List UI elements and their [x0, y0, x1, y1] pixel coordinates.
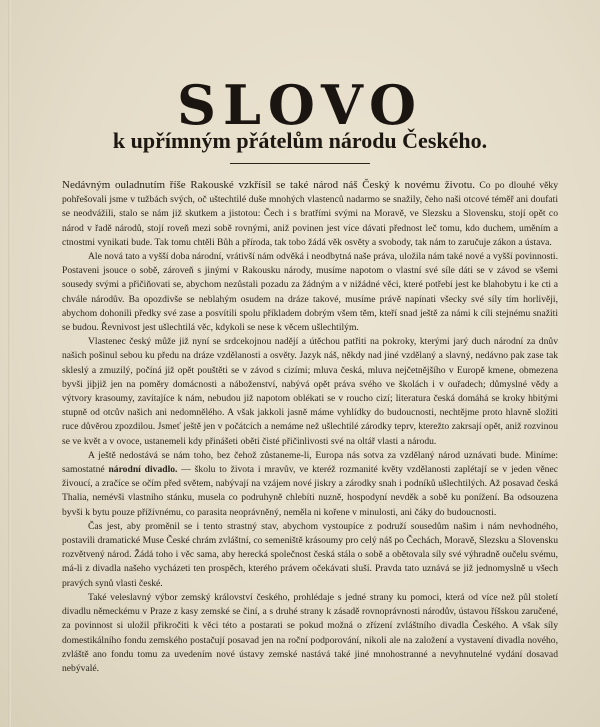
document-title: SLOVO — [176, 73, 424, 137]
paragraph-4-after: — školu to života i mravův, ve kteréž rozmanité květy vzdělanosti zaplétají se v jeden věnec živoucí, a zračíce se očím před světem, nabývají na vzájem nové jiskry a zárodky snah i podníků ušlechtilých. Až posavad česká Thalia, nemévši vlastního stánku, musela co podruhyně chlebíti nuzně, hospodyní nevděk a sobě ku ponížení. Ba odsouzena byvši k bytu pouze přížívnému, co parasita neoprávněný, neměla ni kořene v minulosti, ani čáky do budoucnosti. — [62, 464, 558, 518]
title-divider — [230, 163, 370, 164]
paragraph-3: Vlastenec český může již nyní se srdcekojnou nadějí a útěchou patřiti na pokroky, kterými jarý duch národní za dnův našich pošinul sebou ku předu na dráze vzdělanosti a osvěty. Jazyk náš, někdy nad jiné vzdělaný a slavný, nedávno pak zase tak skleslý a zmuzilý, počíná již opět pouštěti se v závod s cizími; mluva česká, mluva nejčetnějšího v Europě kmene, obmezena byvši jiþjiž jen na poměry domácnosti a náboženství, nabývá opět práva svého ve školách i v ouřadech; důmyslné vědy a výtvory krasoumy, zavítajíce k nám, nebudou již napotom oblékati se v roucho cizí; literatura česká domáhá se kroky hbitými stupně od otcův našich ani nedomnělého. A však jakkoli jasně máme vyhlídky do budoucnosti, nechtějme proto hlavně složiti ruce důvěrou zpozdilou. Jsmeť ještě jen v počátcích a nemáme než ušlechtilé zárodky teprv, kterežto zakrsají opět, aniž rozvinou se ve květ a v ovoce, ustanemeli kdy přinášeti oběti čisté přičinlivosti své na oltář vlasti a národu. — [62, 336, 558, 447]
paragraph-1 — [62, 178, 558, 250]
paragraph-4-emphasis: národní divadlo. — [108, 464, 178, 476]
paragraph-1-text: Co po dlouhé věky pohřešovali jsme v tužbách svých, oč uštechtilé duše mnohých vlastenců nadarmo se snažily, čeho naši otcové téměř ani doufati se neodvážili, stalo se nám již skutkem a jistotou: Čech i s bratřími svými na Moravě, ve Slezsku a Slovensku, stojí opět co národ v řadě národů, stojí roveň mezi sobě rovnými, aniž povinen jest více dávati přednost leč tomu, kdo duchem, uměním a ctnostmi vynikati bude. Tak tomu chtěli Bůh a příroda, tak tobo žádá věk osvěty a svobody, tak nám to zaručuje zákon a ústava. — [62, 180, 558, 248]
paragraph-4-before: A ještě nedostává se nám toho, bez čehož zůstaneme-li, Europa nás sotva za vzdělaný národ uznávati bude. Miníme: samostatné — [62, 449, 558, 476]
document-subtitle: k upřímným přátelům národu Českého. — [112, 128, 488, 153]
paragraph-2: Ale nová tato a vyšší doba národní, vrátivší nám odvěká i neodbytná naše práva, uložila nám také nové a vyšší povinnosti. Postaveni jsouce o sobě, zároveň s jinými v Rakousku národy, musíme napotom o vlastní své síle dáti se v závod se všemi sousedy svými a přičiňovati se, abychom nezůstali pozadu za žádným a v nižádné věci, které potřebí jest ke blahobytu i ke cti a chvále národův. Ba opozdivše se neblahým osudem na dráze takové, musíme právě napínati všecky své síly tím horlivěji, abychom dohonili předky své zase a posvítili spolu příkladem dobrým všem těm, kteří snad ještě za námi k cíli stejnému snažiti se budou. Řevnivost jest ušlechtilá věc, kdykoli se nese k věcem ušlechtilým. — [62, 251, 558, 334]
document-body — [62, 178, 558, 676]
paragraph-5: Čas jest, aby proměnil se i tento strastný stav, abychom vystoupíce z podruží sousedům našim i nám nevhodného, postavili dramatické Muse České chrám zvláštní, co semeniště krásoumy pro celý náš po Čechách, Moravě, Slezsku a Slovensku rozvětvený národ. Žádá toho i věc sama, aby herecká společnost česká stála o sobě a obětovala síly své výhradně oučelu svému, má-li z divadla našeho vycházeti ten prospěch, kterého právem očekávati sluší. Pravda tato uznává se již jednomyslně u všech pravých synů vlasti české. — [62, 520, 558, 589]
paragraph-1-lead: Nedávným ouladnutím říše Rakouské vzkřísil se také národ náš Český k novému životu. — [62, 179, 476, 191]
paragraph-6: Také veleslavný výbor zemský království českého, prohlédaje s jedné strany ku pomoci, která od více než půl století divadlu německému v Praze z kasy zemské se činí, a s druhé strany k zásadě rovnoprávnosti národův, ústavou říšskou zaručené, za povinnost si uložil přikročiti k věci této a postarati se pokud možná o zřízení zvláštního divadla Českého. A však síly domestikálního fondu zemského postačují posavad jen na roční podporování, nikoli ale na založení a vystavení divadla nového, zvláště ano fondu tomu za uvedením nové ústavy zemské nastává také jiné mnohostranné a nevyhnutelné vydání dosavad nebývalé. — [62, 591, 558, 674]
paragraph-4 — [62, 449, 558, 520]
